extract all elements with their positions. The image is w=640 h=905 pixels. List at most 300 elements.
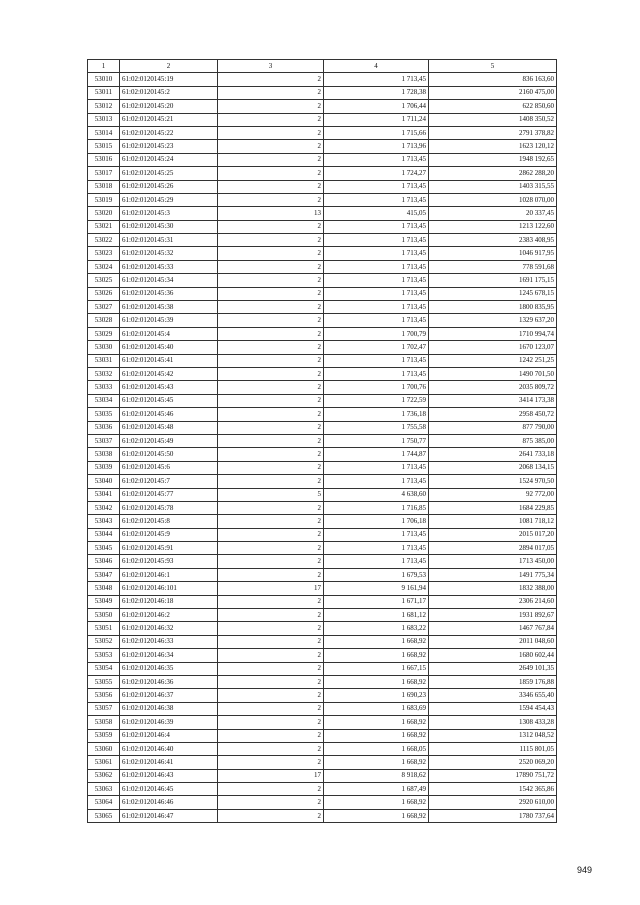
table-cell-col-1: 53023	[88, 247, 120, 260]
table-cell-col-2: 61:02:0120146:18	[120, 595, 218, 608]
table-cell-col-3: 2	[218, 756, 324, 769]
table-cell-col-4: 1 668,92	[324, 809, 429, 822]
table-cell-col-5: 1213 122,60	[429, 220, 557, 233]
table-cell-col-4: 1 713,45	[324, 287, 429, 300]
table-cell-col-1: 53065	[88, 809, 120, 822]
table-cell-col-4: 1 713,45	[324, 260, 429, 273]
table-cell-col-2: 61:02:0120146:47	[120, 809, 218, 822]
table-cell-col-4: 1 713,45	[324, 234, 429, 247]
table-cell-col-1: 53044	[88, 528, 120, 541]
table-cell-col-4: 415,05	[324, 207, 429, 220]
table-cell-col-5: 20 337,45	[429, 207, 557, 220]
table-cell-col-3: 2	[218, 100, 324, 113]
table-cell-col-4: 1 713,45	[324, 247, 429, 260]
table-cell-col-5: 1832 388,00	[429, 582, 557, 595]
table-row	[88, 314, 557, 327]
table-cell-col-5: 1081 718,12	[429, 515, 557, 528]
table-cell-col-4: 1 713,45	[324, 528, 429, 541]
table-cell-col-1: 53017	[88, 167, 120, 180]
table-cell-col-1: 53028	[88, 314, 120, 327]
table-cell-col-3: 2	[218, 314, 324, 327]
table-row	[88, 354, 557, 367]
table-cell-col-3: 2	[218, 595, 324, 608]
table-cell-col-2: 61:02:0120145:29	[120, 193, 218, 206]
table-cell-col-3: 2	[218, 729, 324, 742]
table-cell-col-5: 2791 378,82	[429, 126, 557, 139]
table-row	[88, 555, 557, 568]
table-cell-col-1: 53042	[88, 501, 120, 514]
table-cell-col-1: 53045	[88, 542, 120, 555]
column-header-1: 1	[88, 60, 120, 73]
table-cell-col-5: 2035 809,72	[429, 381, 557, 394]
table-cell-col-2: 61:02:0120145:24	[120, 153, 218, 166]
table-cell-col-1: 53056	[88, 689, 120, 702]
table-cell-col-5: 1115 801,05	[429, 742, 557, 755]
table-cell-col-5: 836 163,60	[429, 73, 557, 86]
table-cell-col-3: 13	[218, 207, 324, 220]
table-cell-col-2: 61:02:0120145:3	[120, 207, 218, 220]
table-cell-col-2: 61:02:0120145:6	[120, 461, 218, 474]
table-cell-col-2: 61:02:0120145:30	[120, 220, 218, 233]
table-cell-col-1: 53014	[88, 126, 120, 139]
table-cell-col-5: 1312 048,52	[429, 729, 557, 742]
table-cell-col-4: 1 711,24	[324, 113, 429, 126]
table-row	[88, 528, 557, 541]
table-cell-col-5: 2649 101,35	[429, 662, 557, 675]
table-cell-col-5: 875 385,00	[429, 434, 557, 447]
table-cell-col-2: 61:02:0120146:37	[120, 689, 218, 702]
table-cell-col-5: 1403 315,55	[429, 180, 557, 193]
table-cell-col-5: 1948 192,65	[429, 153, 557, 166]
table-cell-col-3: 2	[218, 649, 324, 662]
table-cell-col-5: 1542 365,86	[429, 783, 557, 796]
table-cell-col-3: 2	[218, 461, 324, 474]
table-cell-col-2: 61:02:0120146:33	[120, 635, 218, 648]
table-cell-col-1: 53035	[88, 408, 120, 421]
table-cell-col-4: 1 724,27	[324, 167, 429, 180]
table-row	[88, 675, 557, 688]
table-cell-col-5: 2520 069,20	[429, 756, 557, 769]
table-cell-col-1: 53033	[88, 381, 120, 394]
table-cell-col-5: 1713 450,00	[429, 555, 557, 568]
table-cell-col-3: 2	[218, 220, 324, 233]
table-row	[88, 568, 557, 581]
table-cell-col-5: 1859 176,88	[429, 675, 557, 688]
table-cell-col-4: 1 687,49	[324, 783, 429, 796]
table-cell-col-2: 61:02:0120146:4	[120, 729, 218, 742]
table-cell-col-2: 61:02:0120146:45	[120, 783, 218, 796]
table-cell-col-1: 53061	[88, 756, 120, 769]
table-cell-col-4: 1 755,58	[324, 421, 429, 434]
table-cell-col-1: 53029	[88, 327, 120, 340]
table-cell-col-3: 2	[218, 408, 324, 421]
table-cell-col-3: 2	[218, 327, 324, 340]
table-cell-col-1: 53062	[88, 769, 120, 782]
table-cell-col-3: 2	[218, 662, 324, 675]
table-cell-col-4: 1 750,77	[324, 434, 429, 447]
cadastral-table	[87, 59, 557, 823]
table-cell-col-2: 61:02:0120145:8	[120, 515, 218, 528]
table-cell-col-4: 1 700,76	[324, 381, 429, 394]
table-cell-col-3: 2	[218, 274, 324, 287]
table-cell-col-1: 53058	[88, 716, 120, 729]
table-cell-col-1: 53047	[88, 568, 120, 581]
table-row	[88, 542, 557, 555]
table-cell-col-4: 1 681,12	[324, 609, 429, 622]
table-row	[88, 234, 557, 247]
table-cell-col-5: 3414 173,38	[429, 394, 557, 407]
table-cell-col-2: 61:02:0120146:41	[120, 756, 218, 769]
table-cell-col-4: 1 713,45	[324, 153, 429, 166]
table-cell-col-1: 53064	[88, 796, 120, 809]
table-row	[88, 341, 557, 354]
table-cell-col-1: 53010	[88, 73, 120, 86]
table-cell-col-3: 2	[218, 354, 324, 367]
table-cell-col-1: 53018	[88, 180, 120, 193]
table-cell-col-1: 53025	[88, 274, 120, 287]
table-cell-col-3: 2	[218, 247, 324, 260]
table-cell-col-3: 2	[218, 742, 324, 755]
table-row	[88, 434, 557, 447]
table-cell-col-1: 53055	[88, 675, 120, 688]
table-cell-col-4: 1 713,45	[324, 475, 429, 488]
table-cell-col-1: 53034	[88, 394, 120, 407]
table-row	[88, 421, 557, 434]
table-cell-col-1: 53043	[88, 515, 120, 528]
table-cell-col-4: 1 668,92	[324, 729, 429, 742]
table-cell-col-5: 2641 733,18	[429, 448, 557, 461]
table-cell-col-2: 61:02:0120146:32	[120, 622, 218, 635]
table-cell-col-3: 17	[218, 769, 324, 782]
table-row	[88, 809, 557, 822]
table-row	[88, 729, 557, 742]
table-cell-col-2: 61:02:0120145:93	[120, 555, 218, 568]
table-cell-col-3: 2	[218, 542, 324, 555]
table-row	[88, 126, 557, 139]
table-cell-col-3: 2	[218, 675, 324, 688]
table-row	[88, 448, 557, 461]
table-cell-col-2: 61:02:0120146:38	[120, 702, 218, 715]
table-row	[88, 274, 557, 287]
table-cell-col-1: 53063	[88, 783, 120, 796]
table-cell-col-5: 2068 134,15	[429, 461, 557, 474]
table-cell-col-1: 53039	[88, 461, 120, 474]
table-cell-col-3: 2	[218, 301, 324, 314]
table-row	[88, 247, 557, 260]
table-cell-col-2: 61:02:0120145:25	[120, 167, 218, 180]
table-cell-col-5: 877 790,00	[429, 421, 557, 434]
table-cell-col-2: 61:02:0120145:39	[120, 314, 218, 327]
table-cell-col-5: 2894 017,05	[429, 542, 557, 555]
table-cell-col-1: 53021	[88, 220, 120, 233]
table-row	[88, 716, 557, 729]
table-cell-col-1: 53016	[88, 153, 120, 166]
table-cell-col-4: 1 683,22	[324, 622, 429, 635]
table-cell-col-5: 1490 701,50	[429, 367, 557, 380]
table-cell-col-4: 1 713,45	[324, 193, 429, 206]
table-cell-col-2: 61:02:0120145:49	[120, 434, 218, 447]
table-cell-col-1: 53013	[88, 113, 120, 126]
table-cell-col-3: 2	[218, 475, 324, 488]
table-cell-col-4: 1 713,45	[324, 73, 429, 86]
table-row	[88, 769, 557, 782]
table-cell-col-3: 2	[218, 140, 324, 153]
table-cell-col-4: 1 715,66	[324, 126, 429, 139]
table-cell-col-1: 53049	[88, 595, 120, 608]
table-cell-col-5: 1931 892,67	[429, 609, 557, 622]
table-cell-col-1: 53024	[88, 260, 120, 273]
table-cell-col-5: 1245 678,15	[429, 287, 557, 300]
table-cell-col-1: 53031	[88, 354, 120, 367]
table-cell-col-1: 53046	[88, 555, 120, 568]
table-row	[88, 582, 557, 595]
table-cell-col-5: 1623 120,12	[429, 140, 557, 153]
table-cell-col-1: 53040	[88, 475, 120, 488]
table-cell-col-2: 61:02:0120145:40	[120, 341, 218, 354]
table-cell-col-5: 1780 737,64	[429, 809, 557, 822]
table-cell-col-3: 2	[218, 448, 324, 461]
table-row	[88, 140, 557, 153]
table-cell-col-4: 1 668,05	[324, 742, 429, 755]
table-cell-col-2: 61:02:0120145:19	[120, 73, 218, 86]
table-cell-col-3: 2	[218, 341, 324, 354]
table-cell-col-4: 1 706,44	[324, 100, 429, 113]
table-cell-col-5: 2160 475,00	[429, 86, 557, 99]
table-cell-col-4: 1 702,47	[324, 341, 429, 354]
table-row	[88, 662, 557, 675]
table-row	[88, 595, 557, 608]
table-cell-col-3: 2	[218, 394, 324, 407]
table-row	[88, 301, 557, 314]
table-cell-col-4: 1 713,45	[324, 220, 429, 233]
table-cell-col-2: 61:02:0120146:40	[120, 742, 218, 755]
table-cell-col-1: 53051	[88, 622, 120, 635]
table-cell-col-3: 2	[218, 113, 324, 126]
table-cell-col-3: 2	[218, 515, 324, 528]
table-cell-col-2: 61:02:0120146:43	[120, 769, 218, 782]
table-cell-col-1: 53032	[88, 367, 120, 380]
table-cell-col-3: 2	[218, 796, 324, 809]
table-cell-col-5: 2920 610,00	[429, 796, 557, 809]
table-cell-col-5: 1028 070,00	[429, 193, 557, 206]
table-body	[88, 73, 557, 823]
table-cell-col-5: 2383 408,95	[429, 234, 557, 247]
table-cell-col-4: 1 713,45	[324, 314, 429, 327]
table-row	[88, 113, 557, 126]
table-cell-col-1: 53011	[88, 86, 120, 99]
table-cell-col-3: 2	[218, 434, 324, 447]
table-cell-col-5: 2015 017,20	[429, 528, 557, 541]
table-cell-col-1: 53050	[88, 609, 120, 622]
table-cell-col-4: 1 728,38	[324, 86, 429, 99]
table-row	[88, 86, 557, 99]
table-cell-col-2: 61:02:0120145:23	[120, 140, 218, 153]
table-cell-col-1: 53057	[88, 702, 120, 715]
table-cell-col-5: 1670 123,07	[429, 341, 557, 354]
table-cell-col-2: 61:02:0120145:48	[120, 421, 218, 434]
table-cell-col-4: 1 668,92	[324, 635, 429, 648]
table-cell-col-5: 1408 350,52	[429, 113, 557, 126]
table-cell-col-5: 1524 970,50	[429, 475, 557, 488]
table-row	[88, 635, 557, 648]
table-cell-col-3: 2	[218, 421, 324, 434]
table-header-row	[88, 60, 557, 73]
table-cell-col-2: 61:02:0120145:34	[120, 274, 218, 287]
table-cell-col-2: 61:02:0120145:21	[120, 113, 218, 126]
table-row	[88, 287, 557, 300]
table-cell-col-2: 61:02:0120145:32	[120, 247, 218, 260]
table-cell-col-4: 1 706,18	[324, 515, 429, 528]
table-cell-col-4: 1 713,96	[324, 140, 429, 153]
table-cell-col-4: 1 713,45	[324, 555, 429, 568]
table-row	[88, 260, 557, 273]
table-cell-col-2: 61:02:0120146:46	[120, 796, 218, 809]
table-cell-col-5: 2011 048,60	[429, 635, 557, 648]
table-row	[88, 501, 557, 514]
table-cell-col-5: 1684 229,85	[429, 501, 557, 514]
table-cell-col-3: 2	[218, 126, 324, 139]
table-cell-col-5: 1329 637,20	[429, 314, 557, 327]
table-cell-col-2: 61:02:0120146:101	[120, 582, 218, 595]
table-row	[88, 475, 557, 488]
table-cell-col-1: 53015	[88, 140, 120, 153]
table-cell-col-1: 53038	[88, 448, 120, 461]
table-cell-col-1: 53041	[88, 488, 120, 501]
table-cell-col-3: 2	[218, 180, 324, 193]
table-cell-col-5: 1242 251,25	[429, 354, 557, 367]
table-cell-col-1: 53037	[88, 434, 120, 447]
table-cell-col-5: 1594 454,43	[429, 702, 557, 715]
table-cell-col-3: 17	[218, 582, 324, 595]
table-cell-col-2: 61:02:0120145:46	[120, 408, 218, 421]
table-cell-col-3: 2	[218, 716, 324, 729]
table-row	[88, 488, 557, 501]
table-row	[88, 367, 557, 380]
table-cell-col-4: 1 671,17	[324, 595, 429, 608]
table-cell-col-4: 1 713,45	[324, 180, 429, 193]
table-cell-col-2: 61:02:0120146:1	[120, 568, 218, 581]
table-cell-col-4: 1 713,45	[324, 301, 429, 314]
table-row	[88, 461, 557, 474]
table-cell-col-4: 1 713,45	[324, 367, 429, 380]
table-row	[88, 609, 557, 622]
table-cell-col-4: 1 736,18	[324, 408, 429, 421]
table-cell-col-1: 53027	[88, 301, 120, 314]
table-row	[88, 153, 557, 166]
table-cell-col-1: 53054	[88, 662, 120, 675]
table-cell-col-2: 61:02:0120145:7	[120, 475, 218, 488]
table-cell-col-5: 1308 433,28	[429, 716, 557, 729]
table-cell-col-3: 2	[218, 689, 324, 702]
table-cell-col-1: 53052	[88, 635, 120, 648]
table-cell-col-3: 2	[218, 167, 324, 180]
table-cell-col-2: 61:02:0120146:2	[120, 609, 218, 622]
table-row	[88, 394, 557, 407]
table-cell-col-5: 17890 751,72	[429, 769, 557, 782]
table-cell-col-3: 2	[218, 234, 324, 247]
table-cell-col-1: 53053	[88, 649, 120, 662]
table-cell-col-5: 1467 767,84	[429, 622, 557, 635]
table-cell-col-3: 2	[218, 260, 324, 273]
table-cell-col-4: 1 700,79	[324, 327, 429, 340]
table-row	[88, 515, 557, 528]
column-header-2: 2	[120, 60, 218, 73]
table-row	[88, 180, 557, 193]
table-cell-col-2: 61:02:0120146:34	[120, 649, 218, 662]
table-cell-col-4: 1 668,92	[324, 716, 429, 729]
table-cell-col-5: 92 772,00	[429, 488, 557, 501]
table-row	[88, 622, 557, 635]
table-cell-col-1: 53022	[88, 234, 120, 247]
table-cell-col-2: 61:02:0120145:78	[120, 501, 218, 514]
table-cell-col-2: 61:02:0120145:77	[120, 488, 218, 501]
column-header-3: 3	[218, 60, 324, 73]
table-cell-col-3: 2	[218, 501, 324, 514]
table-cell-col-3: 2	[218, 568, 324, 581]
table-cell-col-2: 61:02:0120145:31	[120, 234, 218, 247]
table-cell-col-4: 1 744,87	[324, 448, 429, 461]
table-cell-col-5: 1046 917,95	[429, 247, 557, 260]
table-cell-col-3: 2	[218, 193, 324, 206]
table-cell-col-5: 622 850,60	[429, 100, 557, 113]
table-cell-col-1: 53060	[88, 742, 120, 755]
table-cell-col-1: 53036	[88, 421, 120, 434]
table-row	[88, 796, 557, 809]
table-row	[88, 742, 557, 755]
table-cell-col-3: 2	[218, 622, 324, 635]
table-row	[88, 408, 557, 421]
table-row	[88, 649, 557, 662]
table-row	[88, 207, 557, 220]
table-cell-col-1: 53019	[88, 193, 120, 206]
table-cell-col-3: 2	[218, 381, 324, 394]
table-cell-col-1: 53030	[88, 341, 120, 354]
table-cell-col-5: 2306 214,60	[429, 595, 557, 608]
table-cell-col-4: 1 713,45	[324, 354, 429, 367]
table-cell-col-5: 1680 602,44	[429, 649, 557, 662]
table-cell-col-4: 1 716,85	[324, 501, 429, 514]
table-cell-col-3: 2	[218, 287, 324, 300]
table-cell-col-2: 61:02:0120146:36	[120, 675, 218, 688]
table-row	[88, 193, 557, 206]
table-row	[88, 100, 557, 113]
table-cell-col-1: 53012	[88, 100, 120, 113]
table-cell-col-5: 1491 775,34	[429, 568, 557, 581]
table-cell-col-4: 1 668,92	[324, 675, 429, 688]
table-cell-col-2: 61:02:0120145:91	[120, 542, 218, 555]
table-cell-col-3: 2	[218, 555, 324, 568]
table-cell-col-4: 1 679,53	[324, 568, 429, 581]
table-cell-col-3: 2	[218, 528, 324, 541]
table-cell-col-5: 1710 994,74	[429, 327, 557, 340]
table-cell-col-2: 61:02:0120146:35	[120, 662, 218, 675]
table-cell-col-2: 61:02:0120145:22	[120, 126, 218, 139]
table-row	[88, 381, 557, 394]
table-row	[88, 783, 557, 796]
table-cell-col-1: 53020	[88, 207, 120, 220]
table-cell-col-2: 61:02:0120145:50	[120, 448, 218, 461]
table-cell-col-5: 2958 450,72	[429, 408, 557, 421]
column-header-4: 4	[324, 60, 429, 73]
table-cell-col-2: 61:02:0120145:41	[120, 354, 218, 367]
table-cell-col-4: 1 722,59	[324, 394, 429, 407]
page-number: 949	[576, 865, 592, 875]
table-cell-col-3: 2	[218, 609, 324, 622]
table-row	[88, 327, 557, 340]
table-cell-col-1: 53026	[88, 287, 120, 300]
table-cell-col-2: 61:02:0120145:20	[120, 100, 218, 113]
table-cell-col-4: 1 668,92	[324, 756, 429, 769]
